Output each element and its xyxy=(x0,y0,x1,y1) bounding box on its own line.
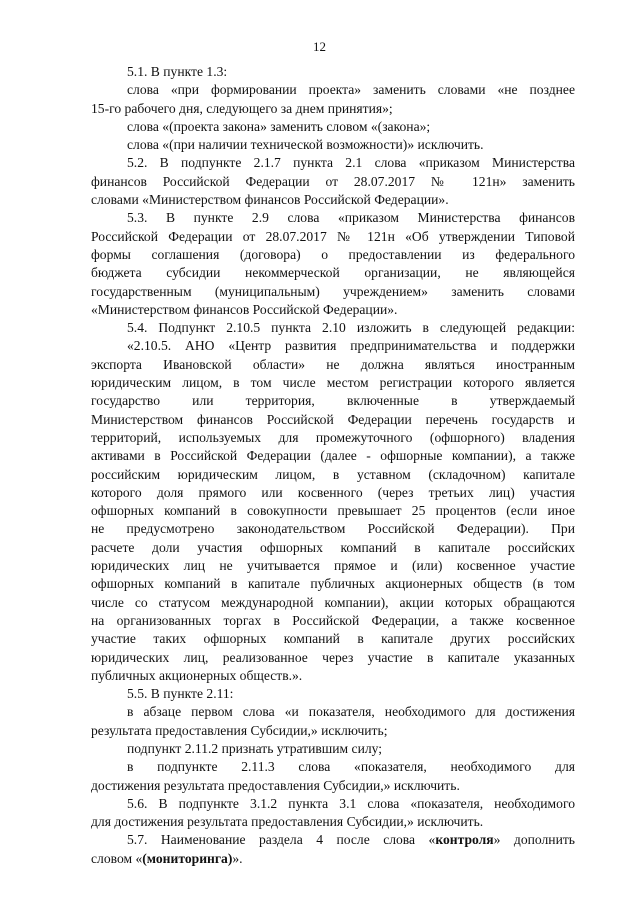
text-line: 5.2. В подпункте 2.1.7 пункта 2.1 слова «приказом Министерства xyxy=(127,155,575,171)
text-line: формы соглашения (договора) о предоставлении из федерального xyxy=(91,246,575,262)
page-number: 12 xyxy=(313,39,326,54)
text-line: расчете доли участия офшорных компаний в капитале российских xyxy=(91,539,575,555)
text-line: слова «при формировании проекта» заменить словами «не позднее xyxy=(127,82,575,98)
text-line: подпункт 2.11.2 признать утратившим силу; xyxy=(127,740,383,756)
text-line: в абзаце первом слова «и показателя, необходимого для достижения xyxy=(127,704,575,720)
text-line: публичных акционерных обществ.». xyxy=(91,667,303,683)
text-line: «2.10.5. АНО «Центр развития предпринимательства и поддержки xyxy=(127,338,575,354)
text-line: юридическим лицом, в том числе местом регистрации которого является xyxy=(91,375,575,391)
text-line: экспорта Ивановской области» не должна являться иностранным xyxy=(91,356,575,372)
text-line: в подпункте 2.11.3 слова «показателя, необходимого для xyxy=(127,759,575,775)
text-line: 5.1. В пункте 1.3: xyxy=(127,64,228,79)
text-line-with-bold xyxy=(91,850,575,868)
text-line: участие таких офшорных компаний в капитале других российских xyxy=(91,631,575,647)
text-line: юридических лиц, реализованное через участие в капитале указанных xyxy=(91,649,575,665)
text-line: результата предоставления Субсидии,» исключить; xyxy=(91,722,388,738)
text-line: числе со статусом международной компании), акции которых обращаются xyxy=(91,594,575,610)
bold-word: контроля xyxy=(435,832,494,848)
text-line: юридических лиц не учитывается прямое и (или) косвенное участие xyxy=(91,558,575,574)
text-span: » дополнить xyxy=(493,832,575,848)
text-span: 5.7. Наименование раздела 4 после слова « xyxy=(127,832,436,848)
text-span: словом « xyxy=(91,850,143,866)
text-line: Российской Федерации от 28.07.2017 № 121н «Об утверждении Типовой xyxy=(91,228,575,244)
text-line: активами в Российской Федерации (далее - офшорные компании), а также xyxy=(91,448,575,464)
text-line: слова «(проекта закона» заменить словом «(закона»; xyxy=(127,118,431,134)
text-line: государственным (муниципальным) учреждением» заменить словами xyxy=(91,283,575,299)
text-line: финансов Российской Федерации от 28.07.2017 № 121н» заменить xyxy=(91,173,575,189)
bold-word: (мониторинга) xyxy=(142,850,233,866)
text-line: слова «(при наличии технической возможности)» исключить. xyxy=(127,137,484,153)
text-line: «Министерством финансов Российской Федерации». xyxy=(91,301,398,317)
text-line: 5.6. В подпункте 3.1.2 пункта 3.1 слова «показателя, необходимого xyxy=(127,795,575,811)
text-line: 5.5. В пункте 2.11: xyxy=(127,686,234,702)
text-line: офшорных компаний в капитале публичных акционерных обществ (в том xyxy=(91,576,575,592)
text-line: 15-го рабочего дня, следующего за днем принятия»; xyxy=(91,100,393,116)
document-body xyxy=(91,63,575,868)
text-line: государство или территория, включенные в утверждаемый xyxy=(91,393,575,409)
text-line-with-bold xyxy=(91,831,575,849)
text-line: не предусмотрено законодательством Российской Федерации). При xyxy=(91,521,575,537)
text-line: достижения результата предоставления Субсидии,» исключить. xyxy=(91,777,460,793)
text-line: Министерством финансов Российской Федерации перечень государств и xyxy=(91,411,575,427)
text-line: которого доля прямого или косвенного (через третьих лиц) участия xyxy=(91,484,575,500)
text-line: 5.3. В пункте 2.9 слова «приказом Министерства финансов xyxy=(127,210,575,226)
text-line: для достижения результата предоставления Субсидии,» исключить. xyxy=(91,814,484,830)
text-line: 5.4. Подпункт 2.10.5 пункта 2.10 изложить в следующей редакции: xyxy=(127,320,575,336)
text-line: территорий, используемых для промежуточного (офшорного) владения xyxy=(91,429,575,445)
text-line: российским юридическим лицом, в уставном (складочном) капитале xyxy=(91,466,575,482)
text-span: ». xyxy=(232,850,243,866)
text-line: офшорных компаний в совокупности превышает 25 процентов (если иное xyxy=(91,503,575,519)
text-line: словами «Министерством финансов Российской Федерации». xyxy=(91,192,449,208)
text-line: бюджета субсидии некоммерческой организации, не являющейся xyxy=(91,265,575,281)
text-line: на организованных торгах в Российской Федерации, а также косвенное xyxy=(91,612,575,628)
